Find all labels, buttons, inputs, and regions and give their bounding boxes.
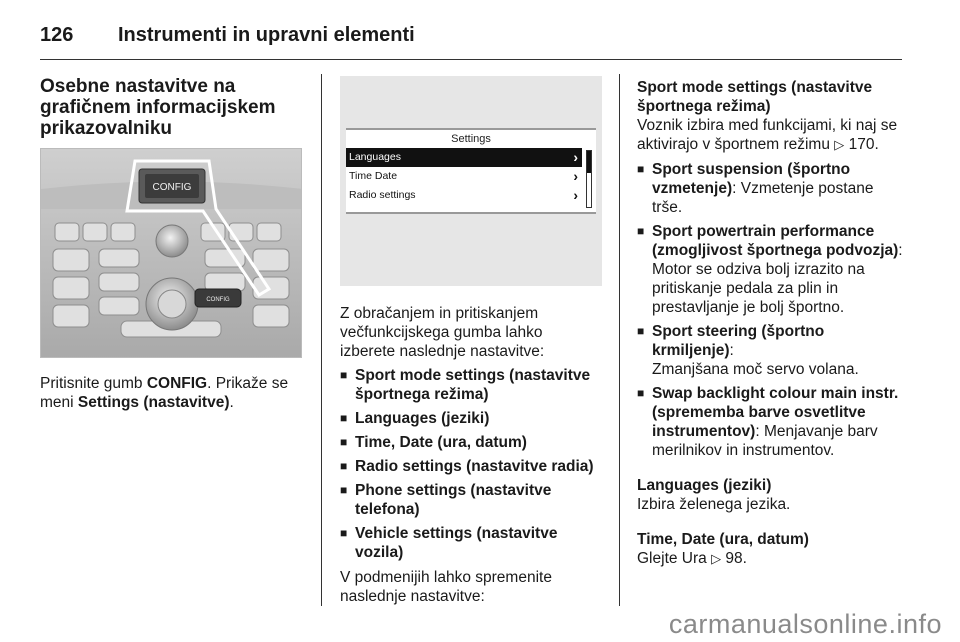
chapter-title: Instrumenti in upravni elementi [118, 24, 415, 46]
screen-scrollbar [586, 150, 592, 208]
list-item-label: Vehicle settings (nastavitve vozila) [355, 525, 558, 561]
instr-settings: Settings (nastavitve) [77, 394, 230, 411]
page-number: 126 [40, 24, 74, 46]
list-item-label: Radio settings (nastavitve radia) [355, 458, 594, 475]
menu-item-radio-settings [346, 186, 582, 205]
chevron-right-icon: › [573, 168, 578, 184]
page-ref-arrow-icon: ▷ [711, 552, 722, 567]
list-item [340, 433, 602, 452]
config-panel-photo [40, 148, 302, 358]
option-title: Sport steering (športno krmiljenje) [652, 323, 825, 359]
list-item [340, 481, 602, 519]
chevron-right-icon: › [573, 187, 578, 203]
time-date-desc: Glejte Ura [637, 550, 712, 567]
scrollbar-thumb [587, 151, 591, 173]
console-illustration [41, 149, 302, 358]
menu-item-label: Radio settings [349, 189, 416, 201]
sport-mode-desc: Voznik izbira med funkcijami, ki naj se aktivirajo v športnem režimu [637, 117, 898, 153]
menu-item-languages [346, 148, 582, 167]
option-desc: : Motor se odziva bolj izrazito na pritiskanje pedala za plin in prestavljanje je bolj športno. [652, 242, 903, 316]
time-date-text [637, 549, 905, 569]
list-item [637, 222, 905, 317]
middle-outro: V podmenijih lahko spremenite naslednje nastavitve: [340, 569, 552, 605]
option-desc: : Menjavanje barv merilnikov in instrumentov. [652, 423, 878, 459]
list-item [637, 160, 905, 217]
option-desc: : Vzmetenje postane trše. [652, 180, 874, 216]
right-column [637, 78, 905, 569]
list-item [340, 524, 602, 562]
sport-mode-heading: Sport mode settings (nastavitve športnega režima) [637, 79, 873, 115]
list-item [340, 366, 602, 404]
list-item [637, 322, 905, 379]
instr-text-e: . [229, 394, 234, 411]
header-rule [40, 59, 902, 60]
time-date-heading: Time, Date (ura, datum) [637, 531, 809, 548]
time-date-page-ref[interactable]: 98. [725, 550, 747, 567]
menu-item-label: Time Date [349, 170, 398, 182]
languages-heading: Languages (jeziki) [637, 477, 772, 494]
page-ref-arrow-icon: ▷ [834, 138, 845, 153]
settings-screen [346, 128, 596, 214]
list-item-label: Sport mode settings (nastavitve športnega režima) [355, 367, 591, 403]
instr-text-c: . Prikaže se meni [40, 375, 289, 411]
middle-column [340, 304, 602, 606]
list-item [340, 457, 602, 476]
list-item [637, 384, 905, 460]
config-button-label: CONFIG [206, 297, 230, 303]
list-item-label: Time, Date (ura, datum) [355, 434, 527, 451]
languages-text: Izbira želenega jezika. [637, 496, 791, 513]
list-item-label: Phone settings (nastavitve telefona) [355, 482, 552, 518]
config-label: CONFIG [152, 182, 192, 193]
chevron-right-icon: › [573, 149, 578, 165]
list-item-label: Languages (jeziki) [355, 410, 490, 427]
option-title: Sport powertrain performance (zmogljivost športnega podvozja) [652, 223, 899, 259]
middle-intro: Z obračanjem in pritiskanjem večfunkcijskega gumba lahko izberete naslednje nastavitve: [340, 305, 545, 360]
settings-display-image [340, 76, 602, 286]
column-divider-left [321, 74, 322, 606]
settings-list [340, 366, 602, 562]
instr-text-a: Pritisnite gumb [40, 375, 147, 392]
menu-item-time-date [346, 167, 582, 186]
left-column [40, 76, 304, 139]
instruction-text [40, 374, 304, 412]
instr-config: CONFIG [146, 375, 208, 392]
option-title: Sport suspension (športno vzmetenje) [652, 161, 851, 197]
screen-title: Settings [451, 133, 491, 145]
sport-mode-page-ref[interactable]: 170. [848, 136, 879, 153]
list-item [340, 409, 602, 428]
sport-options-list [637, 160, 905, 460]
menu-item-label: Languages [349, 151, 401, 163]
section-title: Osebne nastavitve na grafičnem informacijskem prikazovalniku [40, 76, 276, 139]
option-desc: : Zmanjšana moč servo volana. [652, 342, 859, 378]
option-title: Swap backlight colour main instr. (sprememba barve osvetlitve instrumentov) [652, 385, 899, 440]
watermark: carmanualsonline.info [668, 609, 942, 639]
page-header [40, 18, 920, 62]
sport-mode-text [637, 116, 905, 155]
column-divider-right [619, 74, 620, 606]
